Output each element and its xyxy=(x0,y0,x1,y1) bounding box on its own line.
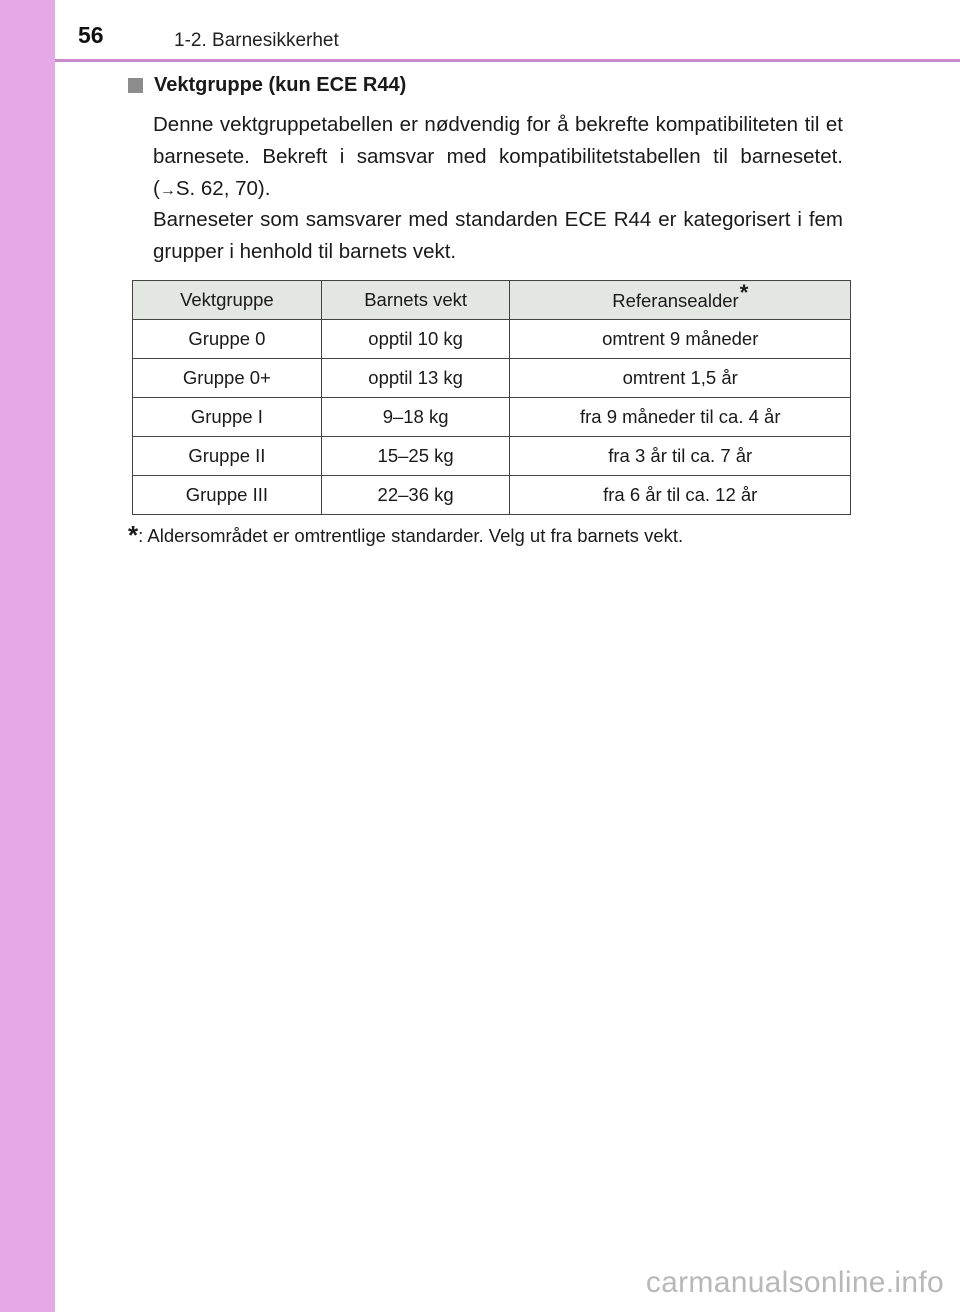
square-bullet-icon xyxy=(128,78,143,93)
site-watermark: carmanualsonline.info xyxy=(645,1266,944,1299)
table-cell: Gruppe 0 xyxy=(133,320,322,359)
paragraph-text: Barneseter som samsvarer med standarden ECE R44 er kategorisert i fem grupper i henhold til barnets vekt. xyxy=(153,208,843,263)
table-cell: Gruppe 0+ xyxy=(133,359,322,398)
table-cell: opptil 13 kg xyxy=(321,359,510,398)
table-header-row xyxy=(133,281,851,320)
table-cell: fra 3 år til ca. 7 år xyxy=(510,437,851,476)
section-title: 1-2. Barnesikkerhet xyxy=(174,30,339,51)
table-cell: 9–18 kg xyxy=(321,398,510,437)
heading-text: Vektgruppe (kun ECE R44) xyxy=(154,74,407,96)
table-cell: omtrent 1,5 år xyxy=(510,359,851,398)
page-side-band xyxy=(0,0,55,1312)
column-header-reference-age xyxy=(510,281,851,320)
table-row xyxy=(133,359,851,398)
table-row xyxy=(133,476,851,515)
footnote-marker: * xyxy=(128,520,139,550)
table-row xyxy=(133,398,851,437)
column-header-child-weight: Barnets vekt xyxy=(321,281,510,320)
table-row xyxy=(133,320,851,359)
table-cell: fra 9 måneder til ca. 4 år xyxy=(510,398,851,437)
paragraph-categories xyxy=(153,204,843,268)
paragraph-compatibility xyxy=(153,109,843,207)
table-cell: 15–25 kg xyxy=(321,437,510,476)
column-header-text: Referansealder xyxy=(612,290,739,311)
table-row xyxy=(133,437,851,476)
table-cell: Gruppe I xyxy=(133,398,322,437)
weight-group-table xyxy=(132,280,851,515)
page-header xyxy=(0,0,960,62)
arrow-right-icon: → xyxy=(159,182,176,199)
paragraph-text: Denne vektgruppetabellen er nødvendig for å bekrefte kompatibiliteten til et barnesete. Bekreft i samsvar med kompatibilitetstabellen til barnesetet. ( xyxy=(153,113,843,200)
table-footnote xyxy=(128,518,683,549)
header-divider xyxy=(55,59,960,62)
table-cell: opptil 10 kg xyxy=(321,320,510,359)
table-cell: 22–36 kg xyxy=(321,476,510,515)
footnote-text: : Aldersområdet er omtrentlige standarder. Velg ut fra barnets vekt. xyxy=(138,525,684,546)
column-header-weight-group: Vektgruppe xyxy=(133,281,322,320)
table-cell: fra 6 år til ca. 12 år xyxy=(510,476,851,515)
table-cell: Gruppe II xyxy=(133,437,322,476)
table-cell: Gruppe III xyxy=(133,476,322,515)
page-number: 56 xyxy=(78,22,104,48)
footnote-marker: * xyxy=(739,280,749,305)
table-cell: omtrent 9 måneder xyxy=(510,320,851,359)
page-reference-link[interactable]: S. 62, 70). xyxy=(175,177,271,200)
subsection-heading xyxy=(128,74,406,97)
